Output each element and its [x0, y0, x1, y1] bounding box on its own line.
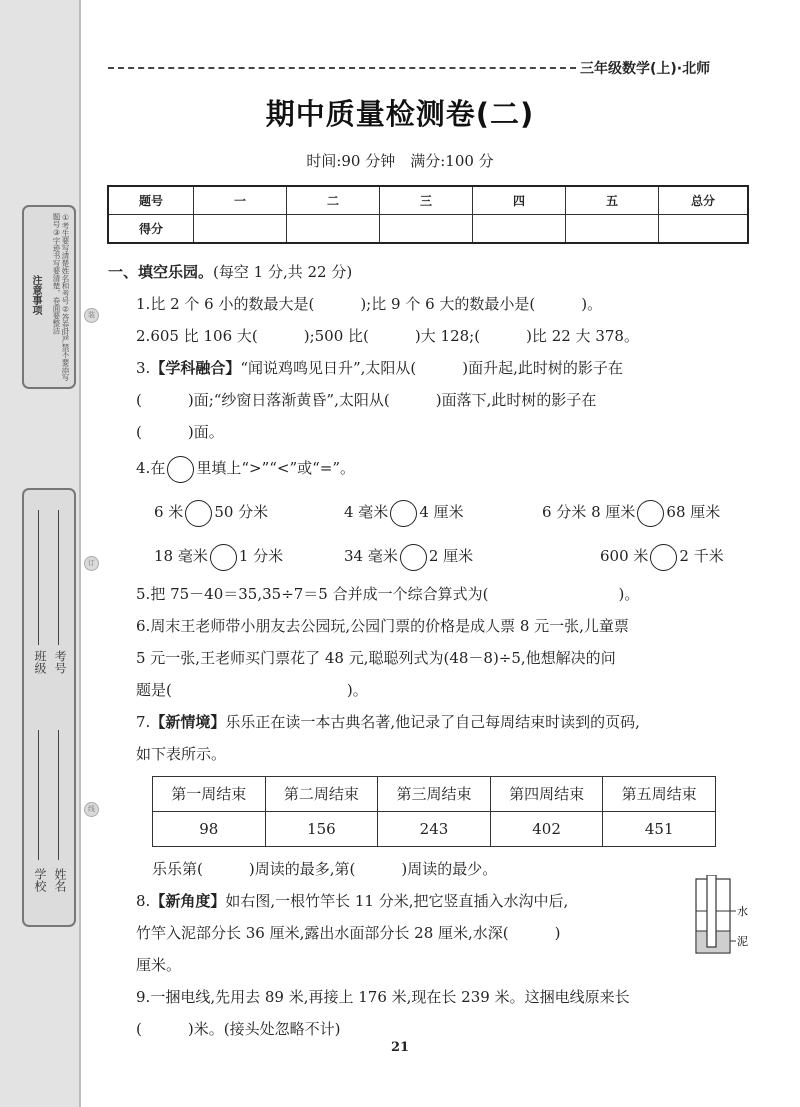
question-number: 7. [136, 713, 151, 731]
compare-item: 34 毫米 2 厘米 [344, 540, 473, 572]
notice-text: ①考生要写清楚姓名和考号②答卷时严禁不要添写题号③字迹书写要清楚，卷面要整洁 [52, 213, 70, 381]
score-col-4: 四 [473, 186, 566, 215]
compare-circle[interactable] [210, 544, 237, 571]
compare-circle[interactable] [390, 500, 417, 527]
binder-mark-2: 订 [84, 556, 99, 571]
question-number: 3. [136, 359, 151, 377]
compare-item: 4 毫米 4 厘米 [344, 496, 464, 528]
table-header: 第三周结束 [378, 777, 491, 812]
question-tag: 【学科融合】 [150, 359, 241, 377]
question-7-answer-line: 乐乐第( )周读的最多,第( )周读的最少。 [152, 860, 498, 878]
section-title: 一、填空乐园。 [108, 263, 214, 281]
score-table [107, 185, 749, 244]
score-cell[interactable] [473, 215, 566, 244]
question-2: 2.605 比 106 大( );500 比( )大 128;( )比 22 大 378。 [136, 327, 639, 345]
notice-title: 注意事项 [30, 275, 41, 315]
binder-mark-3: 线 [84, 802, 99, 817]
table-cell: 243 [378, 812, 491, 847]
question-number: 6. [136, 617, 151, 635]
compare-circle[interactable] [185, 500, 212, 527]
section-score-note: (每空 1 分,共 22 分) [213, 263, 353, 281]
question-tag: 【新角度】 [150, 892, 226, 910]
score-cell[interactable] [194, 215, 287, 244]
table-row [153, 812, 716, 847]
student-info-box [22, 488, 76, 927]
table-cell: 156 [265, 812, 378, 847]
compare-circle[interactable] [637, 500, 664, 527]
score-table-score-row [108, 215, 748, 244]
compare-item: 18 毫米 1 分米 [154, 540, 283, 572]
water-label: 水 [737, 905, 748, 918]
question-1: 1.比 2 个 6 小的数最大是( );比 9 个 6 大的数最小是( )。 [136, 295, 603, 313]
notice-box [22, 205, 76, 389]
question-3: 3.【学科融合】“闻说鸡鸣见日升”,太阳从( )面升起,此时树的影子在 ( )面;“纱窗日落渐黄昏”,太阳从( )面落下,此时树的影子在 ( )面。 [136, 359, 623, 441]
question-4: 4.在 里填上“>”“<”或“=”。 [108, 452, 753, 484]
section-heading [108, 256, 753, 288]
score-col-3: 三 [380, 186, 473, 215]
compare-row-1 [108, 490, 753, 534]
question-number: 2. [136, 327, 151, 345]
question-number: 1. [136, 295, 151, 313]
question-5: 5.把 75－40＝35,35÷7＝5 合并成一个综合算式为( )。 [136, 585, 640, 603]
table-header: 第五周结束 [603, 777, 716, 812]
compare-circle[interactable] [650, 544, 677, 571]
compare-item: 6 分米 8 厘米 68 厘米 [542, 496, 720, 528]
name-field[interactable] [58, 730, 59, 860]
table-cell: 402 [490, 812, 603, 847]
score-table-row-label: 题号 [108, 186, 194, 215]
score-cell[interactable] [287, 215, 380, 244]
score-col-total: 总分 [659, 186, 749, 215]
score-cell[interactable] [566, 215, 659, 244]
question-8: 8.【新角度】如右图,一根竹竿长 11 分米,把它竖直插入水沟中后, 竹竿入泥部分长 36 厘米,露出水面部分长 28 厘米,水深( ) 厘米。 [136, 892, 569, 974]
header-divider [108, 67, 576, 69]
exam-content [108, 256, 753, 1045]
page-number: 21 [390, 1040, 410, 1055]
compare-circle[interactable] [400, 544, 427, 571]
table-header: 第四周结束 [490, 777, 603, 812]
compare-item: 6 米 50 分米 [154, 496, 268, 528]
name-label: 姓名 [53, 868, 67, 892]
score-cell[interactable] [380, 215, 473, 244]
binder-mark-1: 装 [84, 308, 99, 323]
table-header-row [153, 777, 716, 812]
compare-circle-icon [167, 456, 194, 483]
score-cell[interactable] [659, 215, 749, 244]
bamboo-pole-diagram [690, 875, 750, 955]
id-field[interactable] [58, 510, 59, 645]
question-number: 5. [136, 585, 151, 603]
question-number: 4. [136, 459, 151, 477]
school-field[interactable] [38, 730, 39, 860]
question-9: 9.一捆电线,先用去 89 米,再接上 176 米,现在长 239 米。这捆电线原来长 ( )米。(接头处忽略不计) [136, 988, 630, 1038]
exam-subtitle: 时间:90 分钟 满分:100 分 [306, 152, 494, 170]
score-col-5: 五 [566, 186, 659, 215]
class-label: 班级 [33, 650, 47, 674]
table-cell: 98 [153, 812, 266, 847]
bamboo-pole [707, 875, 716, 947]
table-header: 第一周结束 [153, 777, 266, 812]
series-label: 三年级数学(上)·北师 [580, 61, 711, 77]
class-field[interactable] [38, 510, 39, 645]
question-6: 6.周末王老师带小朋友去公园玩,公园门票的价格是成人票 8 元一张,儿童票 5 元一张,王老师买门票花了 48 元,聪聪列式为(48－8)÷5,他想解决的问 题是( )。 [136, 617, 629, 699]
score-col-2: 二 [287, 186, 380, 215]
compare-row-2 [108, 534, 753, 578]
score-col-1: 一 [194, 186, 287, 215]
school-label: 学校 [33, 868, 47, 892]
mud-label: 泥 [737, 935, 748, 948]
table-cell: 451 [603, 812, 716, 847]
reading-pages-table [152, 776, 716, 847]
question-number: 9. [136, 988, 151, 1006]
question-tag: 【新情境】 [150, 713, 226, 731]
score-table-header-row [108, 186, 748, 215]
table-header: 第二周结束 [265, 777, 378, 812]
compare-item: 600 米 2 千米 [600, 540, 724, 572]
question-7: 7.【新情境】乐乐正在读一本古典名著,他记录了自己每周结束时读到的页码, 如下表所示。 [136, 713, 640, 763]
score-table-row-label: 得分 [108, 215, 194, 244]
question-number: 8. [136, 892, 151, 910]
id-label: 考号 [53, 650, 67, 674]
page-title: 期中质量检测卷(二) [265, 97, 535, 131]
